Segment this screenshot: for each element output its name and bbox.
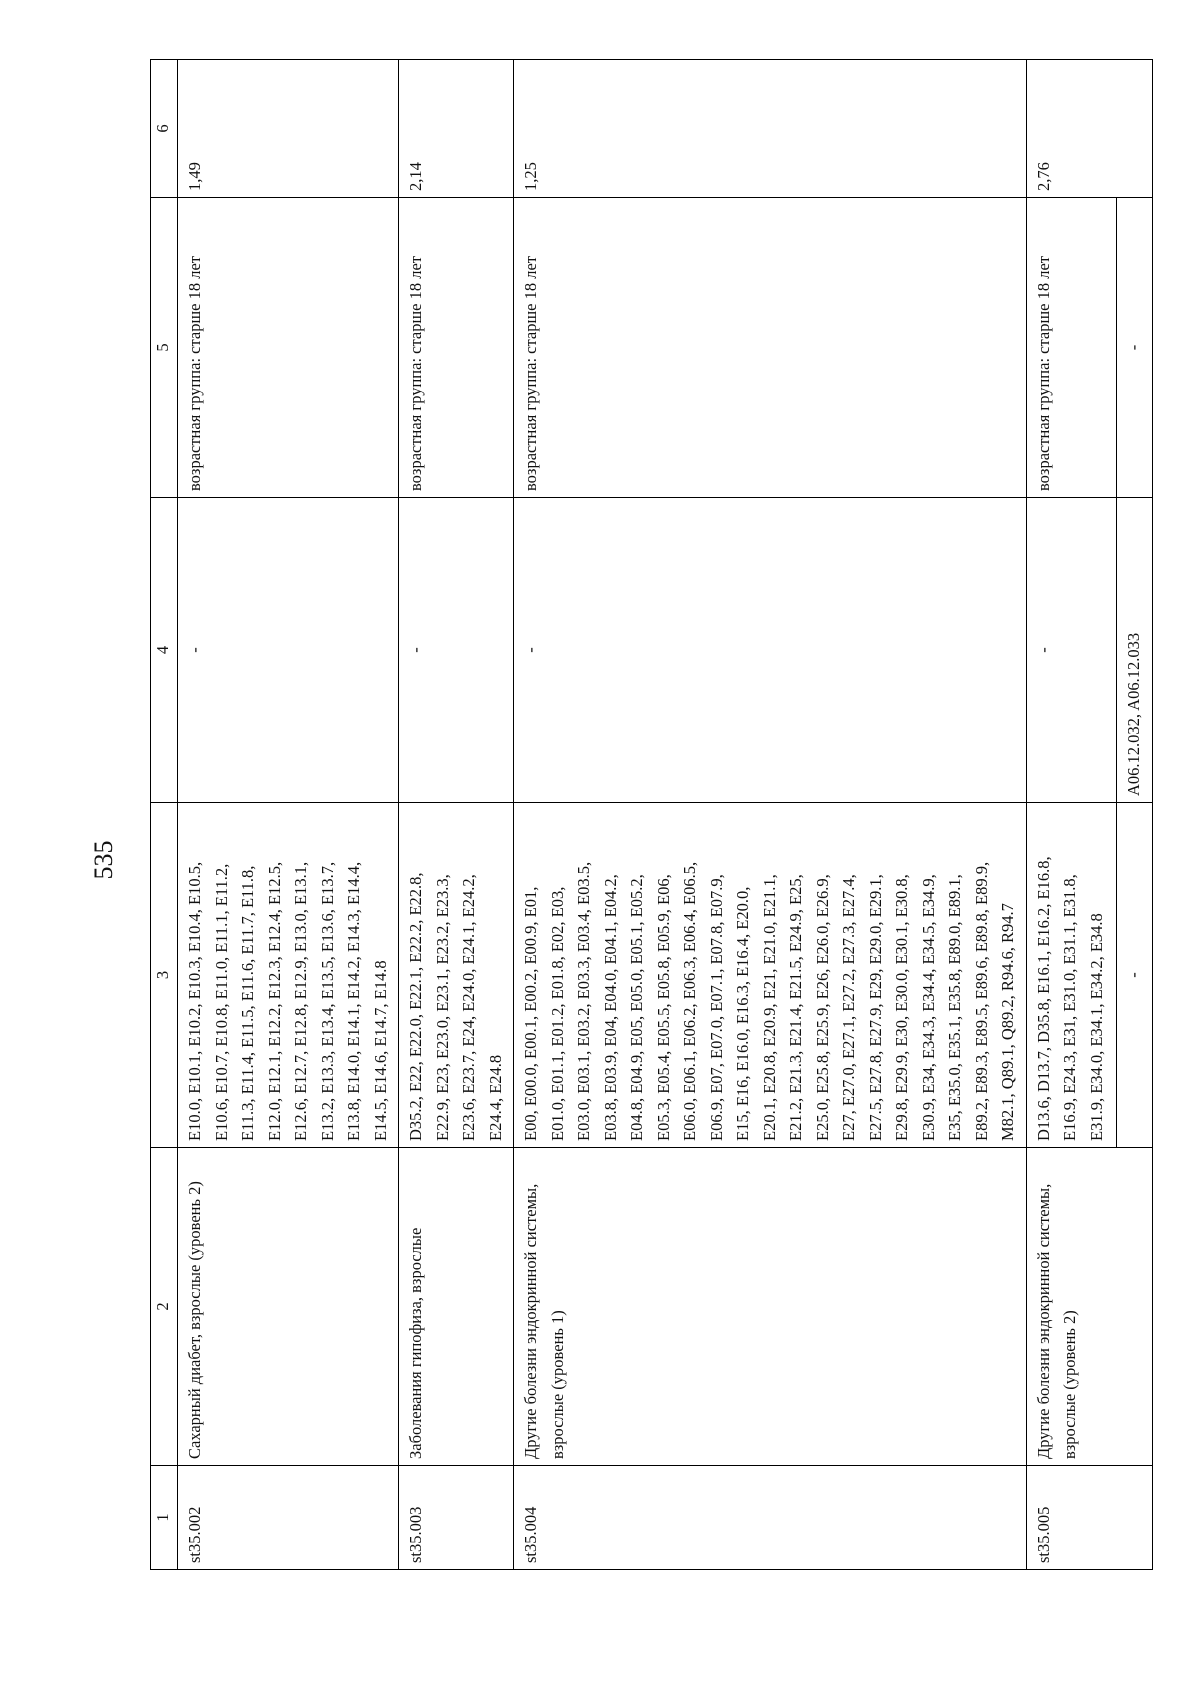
code-cell: st35.005 (1026, 1466, 1152, 1570)
code-cell: st35.003 (399, 1466, 514, 1570)
name-cell: Другие болезни эндокринной системы, взрослые (уровень 2) (1026, 1148, 1152, 1466)
diagnoses-cell: E00, E00.0, E00.1, E00.2, E00.9, E01, E01.0, E01.1, E01.2, E01.8, E02, E03, E03.0, E03.1, E03.2, E03.3, E03.4, E03.5, E03.8, E03.9, E04, E04.0, E04.1, E04.2, E04.8, E04.9, E05, E05.0, E05.1, E05.2, E05.3, E05.4, E05.5, E05.8, E05.9, E06, E06.0, E06.1, E06.2, E06.3, E06.4, E06.5, E06.9, E07, E07.0, E07.1, E07.8, E07.9, E15, E16, E16.0, E16.3, E16.4, E20.0, E20.1, E20.8, E20.9, E21, E21.0, E21.1, E21.2, E21.3, E21.4, E21.5, E24.9, E25, E25.0, E25.8, E25.9, E26, E26.0, E26.9, E27, E27.0, E27.1, E27.2, E27.3, E27.4, E27.5, E27.8, E27.9, E29, E29.0, E29.1, E29.8, E29.9, E30, E30.0, E30.1, E30.8, E30.9, E34, E34.3, E34.4, E34.5, E34.9, E35, E35.0, E35.1, E35.8, E89.0, E89.1, E89.2, E89.3, E89.5, E89.6, E89.8, E89.9, M82.1, Q89.1, Q89.2, R94.6, R94.7 (514, 803, 1027, 1148)
header-cell: 3 (151, 803, 178, 1148)
coefficient-cell: 2,76 (1026, 60, 1152, 198)
criteria-cell: возрастная группа: старше 18 лет (399, 198, 514, 498)
table-row (514, 60, 1027, 1570)
criteria-cell: - (1116, 198, 1152, 498)
services-cell: - (514, 498, 1027, 803)
header-row (151, 60, 178, 1570)
criteria-cell: возрастная группа: старше 18 лет (514, 198, 1027, 498)
services-cell: - (399, 498, 514, 803)
rotated-table-wrapper (150, 60, 1143, 1570)
tariff-table (150, 59, 1153, 1570)
header-cell: 1 (151, 1466, 178, 1570)
diagnoses-cell: D13.6, D13.7, D35.8, E16.1, E16.2, E16.8, E16.9, E24.3, E31, E31.0, E31.1, E31.8, E31.9, E34.0, E34.1, E34.2, E34.8 (1026, 803, 1116, 1148)
coefficient-cell: 2,14 (399, 60, 514, 198)
services-cell: A06.12.032, A06.12.033 (1116, 498, 1152, 803)
criteria-cell: возрастная группа: старше 18 лет (178, 198, 399, 498)
page-number: 535 (89, 840, 118, 880)
name-cell: Другие болезни эндокринной системы, взрослые (уровень 1) (514, 1148, 1027, 1466)
header-cell: 6 (151, 60, 178, 198)
diagnoses-cell: D35.2, E22, E22.0, E22.1, E22.2, E22.8, E22.9, E23, E23.0, E23.1, E23.2, E23.3, E23.6, E23.7, E24, E24.0, E24.1, E24.2, E24.4, E24.8 (399, 803, 514, 1148)
coefficient-cell: 1,25 (514, 60, 1027, 198)
coefficient-cell: 1,49 (178, 60, 399, 198)
table-row (178, 60, 399, 1570)
header-cell: 5 (151, 198, 178, 498)
services-cell: - (1026, 498, 1116, 803)
code-cell: st35.004 (514, 1466, 1027, 1570)
criteria-cell: возрастная группа: старше 18 лет (1026, 198, 1116, 498)
header-cell: 2 (151, 1148, 178, 1466)
diagnoses-cell: - (1116, 803, 1152, 1148)
code-cell: st35.002 (178, 1466, 399, 1570)
table-row (399, 60, 514, 1570)
header-cell: 4 (151, 498, 178, 803)
diagnoses-cell: E10.0, E10.1, E10.2, E10.3, E10.4, E10.5, E10.6, E10.7, E10.8, E11.0, E11.1, E11.2, E11.3, E11.4, E11.5, E11.6, E11.7, E11.8, E12.0, E12.1, E12.2, E12.3, E12.4, E12.5, E12.6, E12.7, E12.8, E12.9, E13.0, E13.1, E13.2, E13.3, E13.4, E13.5, E13.6, E13.7, E13.8, E14.0, E14.1, E14.2, E14.3, E14.4, E14.5, E14.6, E14.7, E14.8 (178, 803, 399, 1148)
services-cell: - (178, 498, 399, 803)
table-row (1026, 60, 1116, 1570)
name-cell: Заболевания гипофиза, взрослые (399, 1148, 514, 1466)
name-cell: Сахарный диабет, взрослые (уровень 2) (178, 1148, 399, 1466)
